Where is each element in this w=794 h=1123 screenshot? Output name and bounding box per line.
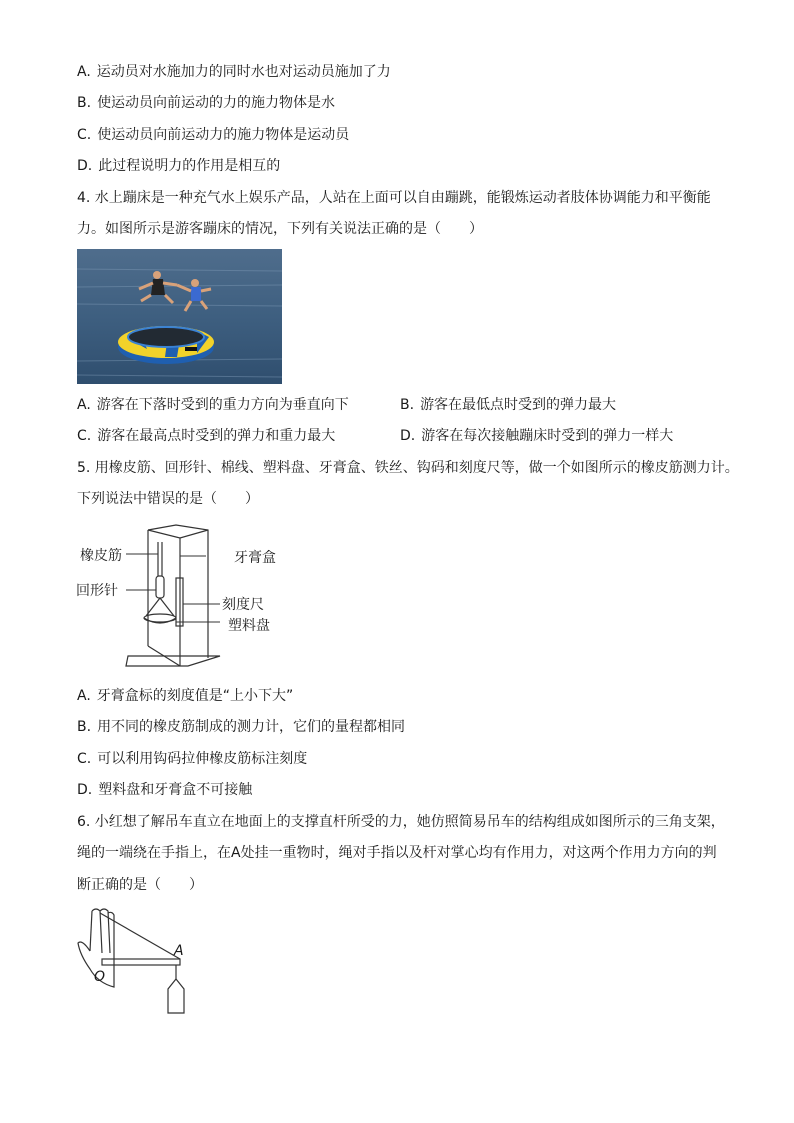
option-label: B. xyxy=(400,397,415,413)
option-label: D. xyxy=(77,158,93,174)
option-text: 可以利用钩码拉伸橡皮筋标注刻度 xyxy=(97,751,308,767)
q6-stem-line-3: 断正确的是（ ） xyxy=(77,877,203,893)
q5-stem-line-1: 5. 用橡皮筋、回形针、棉线、塑料盘、牙膏盒、铁丝、钩码和刻度尺等，做一个如图所示的橡皮筋测力计。 xyxy=(77,460,739,476)
option-label: D. xyxy=(400,428,416,444)
q4-option-c xyxy=(77,427,335,445)
q6-stem-line-1: 6. 小红想了解吊车直立在地面上的支撑直杆所受的力，她仿照简易吊车的结构组成如图所示的三角支架， xyxy=(77,814,725,830)
option-text: 使运动员向前运动力的施力物体是运动员 xyxy=(97,127,350,143)
option-text: 用不同的橡皮筋制成的测力计，它们的量程都相同 xyxy=(97,719,406,735)
option-label: A. xyxy=(77,64,91,80)
label-toothpaste-box: 牙膏盒 xyxy=(234,550,276,566)
q4-stem-line-2: 力。如图所示是游客蹦床的情况，下列有关说法正确的是（ ） xyxy=(77,221,483,237)
q4-stem-line-1: 4. 水上蹦床是一种充气水上娱乐产品，人站在上面可以自由蹦跳，能锻炼运动者肢体协调能力和平衡能 xyxy=(77,190,711,206)
label-point-o: O xyxy=(94,969,106,985)
q4-option-a xyxy=(77,396,349,414)
option-label: B. xyxy=(77,95,92,111)
option-label: C. xyxy=(77,428,92,444)
hand-triangle-bracket-diagram xyxy=(70,903,200,1021)
q5-stem-line-2: 下列说法中错误的是（ ） xyxy=(77,491,259,507)
q4-option-d xyxy=(400,427,673,445)
option-text: 塑料盘和牙膏盒不可接触 xyxy=(98,782,253,798)
q5-option-d xyxy=(77,781,252,799)
option-label: D. xyxy=(77,782,93,798)
option-text: 游客在最低点时受到的弹力最大 xyxy=(420,397,617,413)
option-text: 游客在下落时受到的重力方向为垂直向下 xyxy=(96,397,349,413)
q5-option-a xyxy=(77,687,293,705)
label-ruler: 刻度尺 xyxy=(222,597,264,613)
option-text: 游客在每次接触蹦床时受到的弹力一样大 xyxy=(421,428,674,444)
q3-option-b xyxy=(77,94,335,112)
q3-option-c xyxy=(77,126,349,144)
option-label: C. xyxy=(77,127,92,143)
option-text: 使运动员向前运动的力的施力物体是水 xyxy=(97,95,336,111)
q6-stem-line-2: 绳的一端绕在手指上，在A处挂一重物时，绳对手指以及杆对掌心均有作用力，对这两个作用力方向的判 xyxy=(77,845,717,861)
q3-option-d xyxy=(77,157,280,175)
rubber-band-force-meter-diagram xyxy=(70,520,300,675)
label-paper-clip: 回形针 xyxy=(76,583,118,599)
option-text: 此过程说明力的作用是相互的 xyxy=(98,158,281,174)
q3-option-a xyxy=(77,63,391,81)
trampoline-photo-illustration xyxy=(77,249,282,384)
option-label: C. xyxy=(77,751,92,767)
q5-option-c xyxy=(77,750,307,768)
trampoline-photo xyxy=(77,249,282,384)
q5-option-b xyxy=(77,718,405,736)
label-plastic-plate: 塑料盘 xyxy=(228,618,270,634)
label-rubber-band: 橡皮筋 xyxy=(80,548,122,564)
option-text: 游客在最高点时受到的弹力和重力最大 xyxy=(97,428,336,444)
q4-option-b xyxy=(400,396,616,414)
option-label: A. xyxy=(77,688,91,704)
option-text: 牙膏盒标的刻度值是“上小下大” xyxy=(96,688,294,704)
option-label: A. xyxy=(77,397,91,413)
option-text: 运动员对水施加力的同时水也对运动员施加了力 xyxy=(96,64,391,80)
option-label: B. xyxy=(77,719,92,735)
label-point-a: A xyxy=(174,943,184,959)
